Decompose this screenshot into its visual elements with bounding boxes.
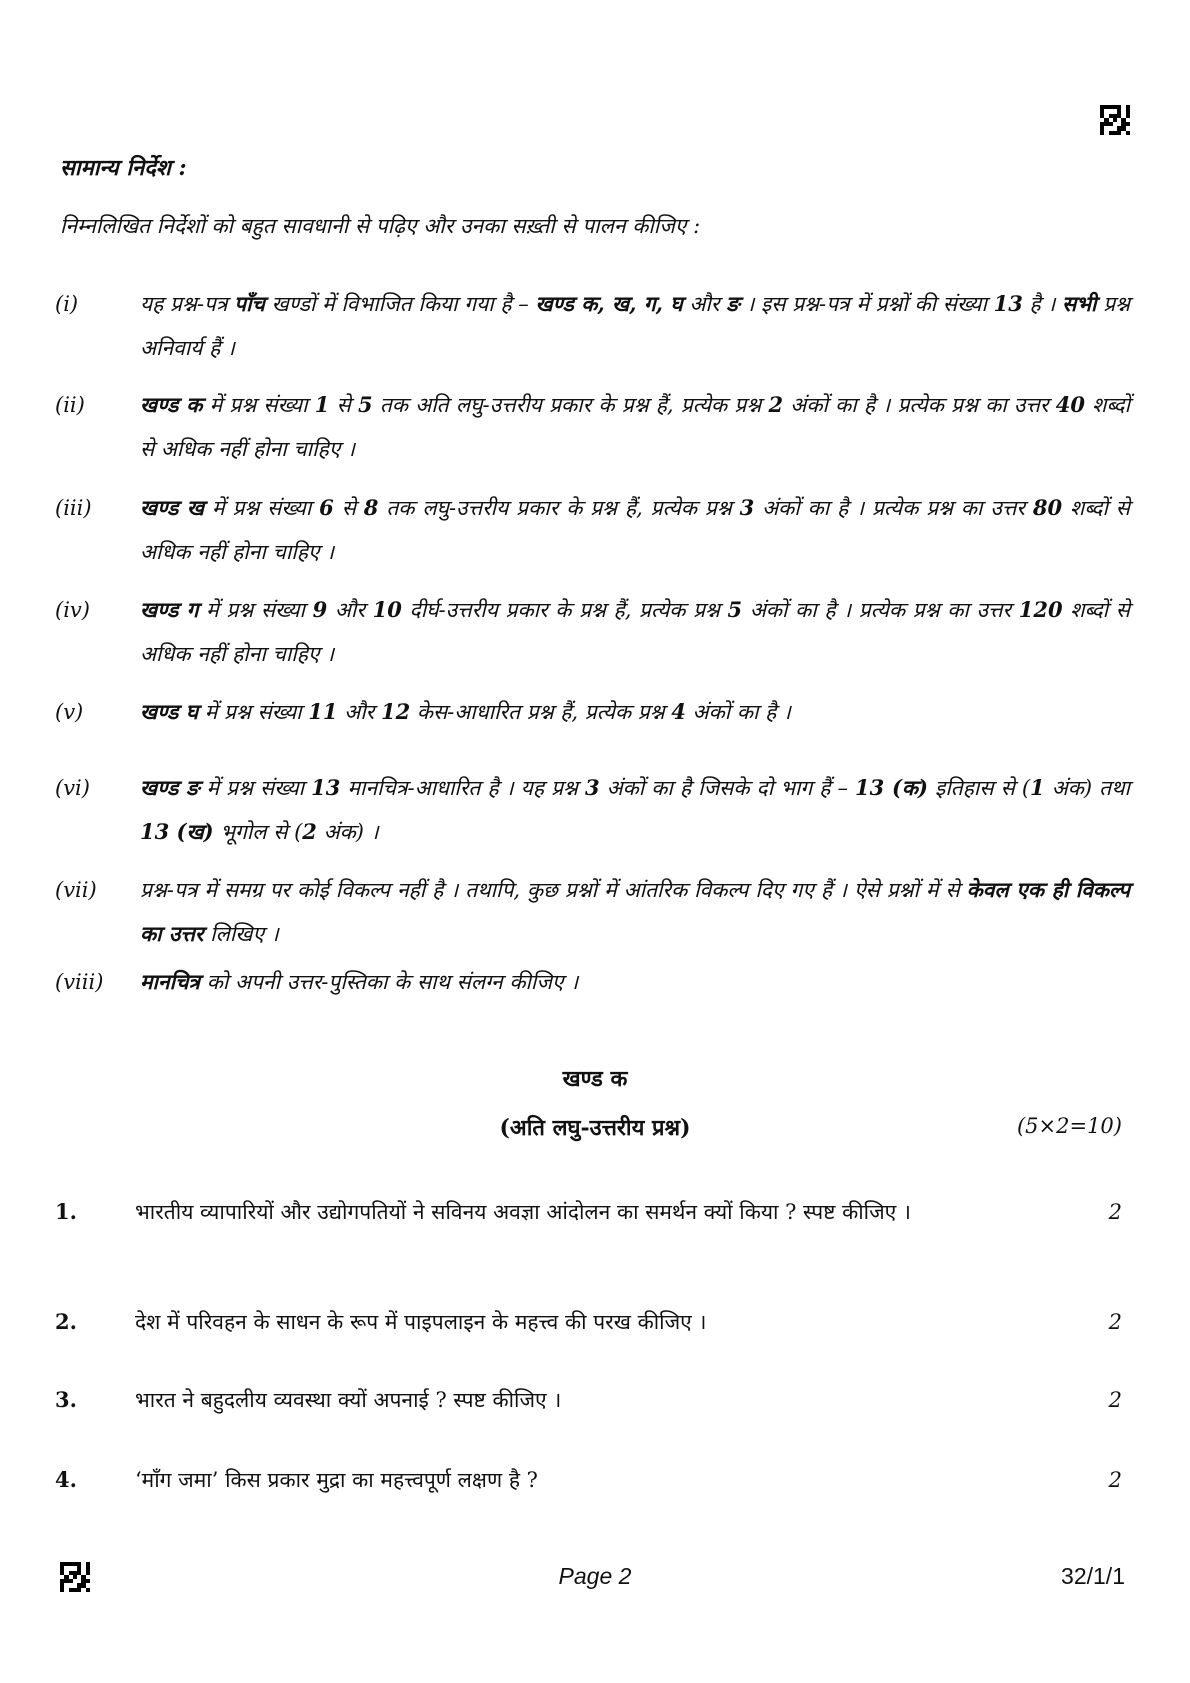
bold-text: 8 (363, 495, 379, 520)
instruction-number: (viii) (55, 970, 104, 994)
text: में प्रश्न संख्या (198, 700, 309, 724)
instruction-number: (vi) (55, 776, 90, 800)
instruction-item (55, 588, 1130, 676)
text: लिखिए । (203, 922, 279, 946)
instruction-number: (i) (55, 292, 79, 316)
text: शब्दों से अधिक नहीं होना चाहिए । (140, 598, 1130, 666)
instruction-text (140, 690, 1130, 734)
text: शब्दों से अधिक नहीं होना चाहिए । (140, 496, 1130, 564)
text: और (337, 700, 381, 724)
instruction-text (140, 282, 1130, 370)
bold-text: ङ (726, 291, 740, 316)
question-item (55, 1190, 1130, 1234)
question-marks: 2 (1108, 1200, 1122, 1224)
question-number: 3. (55, 1387, 77, 1412)
instruction-text (140, 588, 1130, 676)
bold-text: 80 (1032, 495, 1063, 520)
question-marks: 2 (1108, 1468, 1122, 1492)
question-item (55, 1300, 1130, 1344)
instruction-number: (iii) (55, 496, 92, 520)
instruction-number: (iv) (55, 598, 90, 622)
bold-text: 12 (380, 699, 411, 724)
bold-text: 11 (308, 699, 338, 724)
instruction-item (55, 960, 1130, 1004)
text: केस-आधारित प्रश्न हैं, प्रत्येक प्रश्न (410, 700, 672, 724)
question-text: ‘माँग जमा’ किस प्रकार मुद्रा का महत्त्वपूर्ण लक्षण है ? (135, 1468, 538, 1492)
text: खण्डों में विभाजित किया गया है – (264, 292, 536, 316)
text: अंकों का है । प्रत्येक प्रश्न का उत्तर (742, 598, 1019, 622)
bold-text: पाँच (234, 291, 265, 316)
section-marks: (5×2=10) (1016, 1114, 1122, 1138)
bold-text: 5 (358, 392, 373, 417)
bold-text: खण्ड घ (140, 699, 199, 724)
bold-text: 120 (1018, 597, 1063, 622)
bold-text: 5 (727, 597, 743, 622)
text: इतिहास से ( (927, 776, 1031, 800)
question-item (55, 1458, 1130, 1502)
instruction-text (140, 766, 1130, 854)
text: से (329, 393, 359, 417)
section-title: खण्ड क (562, 1066, 628, 1092)
text: प्रश्न अनिवार्य हैं । (140, 292, 1130, 360)
section-subtitle: (अति लघु-उत्तरीय प्रश्न) (499, 1115, 691, 1141)
bold-text: सभी (1062, 291, 1097, 316)
qr-code-icon (1100, 105, 1130, 135)
text: शब्दों से अधिक नहीं होना चाहिए । (140, 393, 1131, 461)
bold-text: 13 (क) (855, 775, 928, 800)
bold-text: केवल एक ही विकल्प का उत्तर (140, 877, 1130, 946)
general-instructions-heading: सामान्य निर्देश : (60, 155, 187, 181)
question-text: भारत ने बहुदलीय व्यवस्था क्यों अपनाई ? स्पष्ट कीजिए । (135, 1388, 562, 1412)
bold-text: 3 (584, 775, 600, 800)
question-number: 1. (55, 1199, 77, 1224)
text: में प्रश्न संख्या (198, 598, 313, 622)
instruction-text (140, 960, 1130, 1004)
instruction-item (55, 868, 1130, 956)
question-text: देश में परिवहन के साधन के रूप में पाइपलाइन के महत्त्व की परख कीजिए । (135, 1310, 707, 1334)
text: । इस प्रश्न-पत्र में प्रश्नों की संख्या (739, 292, 994, 316)
bold-text: 13 (993, 291, 1023, 316)
qr-cell (1126, 131, 1130, 135)
text: अंकों का है । प्रत्येक प्रश्न का उत्तर (783, 393, 1056, 417)
instruction-number: (ii) (55, 393, 85, 417)
text: अंकों का है । (685, 700, 791, 724)
text: है । (1022, 292, 1063, 316)
paper-code: 32/1/1 (1061, 1563, 1125, 1589)
question-number: 2. (55, 1309, 77, 1334)
question-marks: 2 (1108, 1388, 1122, 1412)
text: और (682, 292, 727, 316)
text: यह प्रश्न-पत्र (140, 292, 235, 316)
bold-text: 40 (1055, 392, 1085, 417)
text: दीर्घ-उत्तरीय प्रकार के प्रश्न हैं, प्रत्येक प्रश्न (401, 598, 728, 622)
bold-text: मानचित्र (140, 969, 201, 994)
bold-text: 3 (739, 495, 755, 520)
bold-text: 2 (768, 392, 784, 417)
text: प्रश्न-पत्र में समग्र पर कोई विकल्प नहीं है । तथापि, कुछ प्रश्नों में आंतरिक विकल्प दिए गए हैं । ऐसे प्रश्नों में से (140, 878, 967, 902)
instruction-item (55, 383, 1130, 471)
text: भूगोल से ( (213, 820, 303, 844)
bold-text: 9 (312, 597, 328, 622)
instruction-item (55, 282, 1130, 370)
text: तक लघु-उत्तरीय प्रकार के प्रश्न हैं, प्रत्येक प्रश्न (378, 496, 740, 520)
bold-text: खण्ड क (140, 392, 203, 417)
text: अंकों का है । प्रत्येक प्रश्न का उत्तर (754, 496, 1033, 520)
question-marks: 2 (1108, 1310, 1122, 1334)
text: में प्रश्न संख्या (204, 496, 320, 520)
bold-text: 4 (671, 699, 686, 724)
text: अंकों का है जिसके दो भाग हैं – (599, 776, 856, 800)
text: और (327, 598, 373, 622)
instruction-text (140, 486, 1130, 574)
bold-text: खण्ड ग (140, 597, 199, 622)
bold-text: खण्ड ङ (140, 775, 200, 800)
bold-text: खण्ड ख (140, 495, 205, 520)
instruction-item (55, 486, 1130, 574)
bold-text: 1 (1030, 775, 1045, 800)
bold-text: 1 (314, 392, 330, 417)
bold-text: 6 (319, 495, 334, 520)
bold-text: 13 (ख) (140, 819, 214, 844)
text: में प्रश्न संख्या (199, 776, 312, 800)
instruction-text (140, 868, 1130, 956)
instruction-item (55, 690, 1130, 734)
text: अंक) तथा (1044, 776, 1130, 800)
bold-text: खण्ड क, ख, ग, घ (535, 291, 683, 316)
instructions-intro: निम्नलिखित निर्देशों को बहुत सावधानी से पढ़िए और उनका सख़्ती से पालन कीजिए : (60, 214, 701, 238)
text: से (333, 496, 364, 520)
page-number: Page 2 (558, 1563, 632, 1589)
question-text: भारतीय व्यापारियों और उद्योगपतियों ने सविनय अवज्ञा आंदोलन का समर्थन क्यों किया ? स्पष्ट कीजिए । (135, 1200, 911, 1224)
text: तक अति लघु-उत्तरीय प्रकार के प्रश्न हैं, प्रत्येक प्रश्न (372, 393, 769, 417)
bold-text: 13 (311, 775, 341, 800)
instruction-number: (v) (55, 700, 84, 724)
text: मानचित्र-आधारित है । यह प्रश्न (340, 776, 585, 800)
bold-text: 10 (372, 597, 402, 622)
question-number: 4. (55, 1467, 77, 1492)
bold-text: 2 (302, 819, 317, 844)
text: अंक) । (316, 820, 379, 844)
text: में प्रश्न संख्या (202, 393, 315, 417)
instruction-text (140, 383, 1130, 471)
instruction-number: (vii) (55, 878, 97, 902)
instruction-item (55, 766, 1130, 854)
text: को अपनी उत्तर-पुस्तिका के साथ संलग्न कीजिए । (200, 970, 579, 994)
question-item (55, 1378, 1130, 1422)
